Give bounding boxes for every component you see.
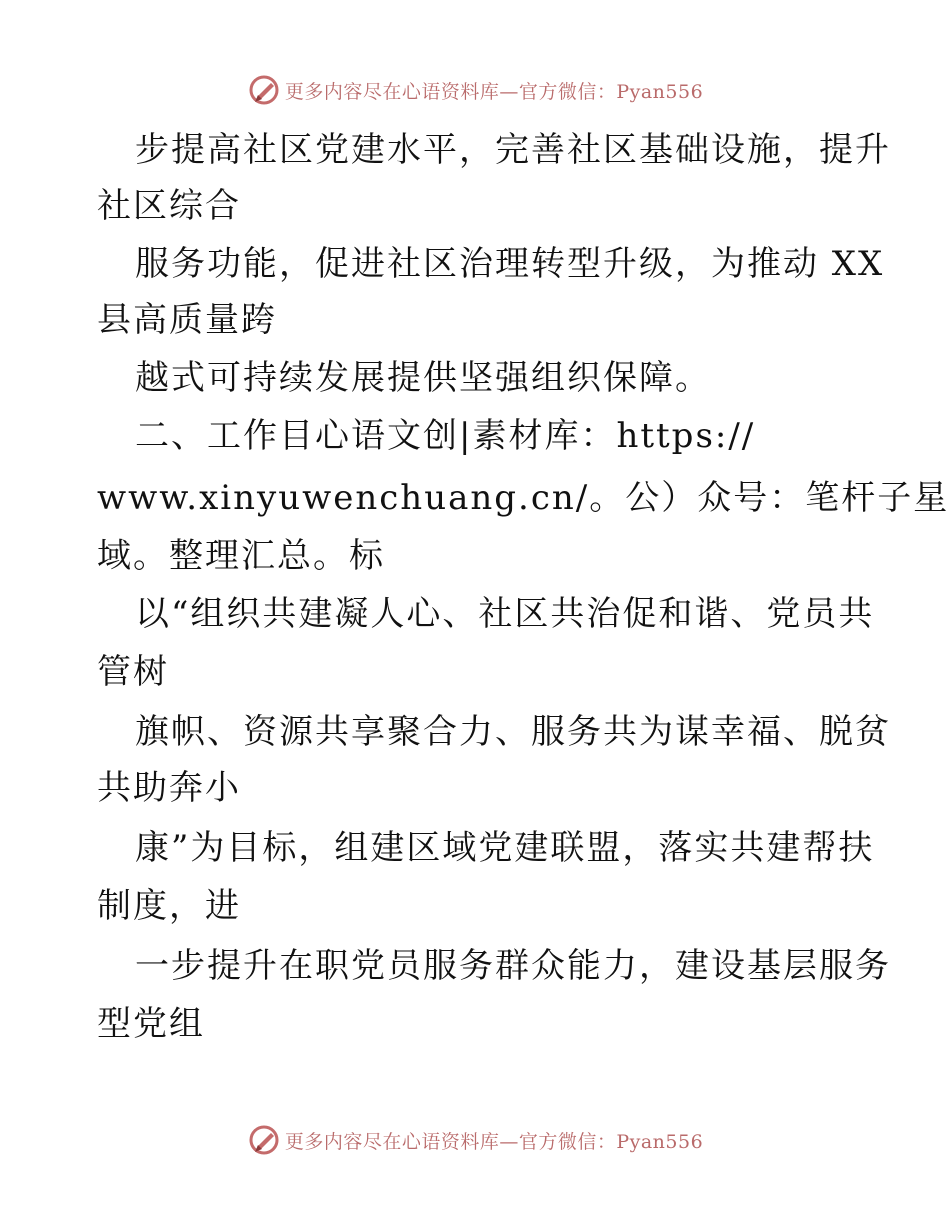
body-line: 服务功能，促进社区治理转型升级，为推动 XX	[135, 244, 885, 284]
body-line: 一步提升在职党员服务群众能力，建设基层服务	[135, 946, 891, 986]
body-line: 型党组	[97, 1004, 205, 1044]
body-line: 越式可持续发展提供坚强组织保障。	[135, 358, 711, 398]
pen-logo-icon	[247, 73, 281, 107]
footer-watermark-text: 更多内容尽在心语资料库—官方微信：Pyan556	[284, 1130, 704, 1153]
pen-logo-icon	[247, 1123, 281, 1157]
body-line: 步提高社区党建水平，完善社区基础设施，提升	[135, 130, 891, 170]
body-line: 管树	[97, 652, 169, 692]
body-line: www.xinyuwenchuang.cn/。公）众号：笔杆子星	[97, 478, 950, 518]
body-line: 共助奔小	[97, 768, 241, 808]
body-line: 域。整理汇总。标	[97, 536, 385, 576]
body-line: 县高质量跨	[97, 300, 277, 340]
footer-watermark-banner	[0, 1120, 950, 1160]
header-watermark-banner	[0, 70, 950, 110]
body-line: 以“组织共建凝人心、社区共治促和谐、党员共	[135, 594, 875, 634]
body-line: 社区综合	[97, 186, 241, 226]
body-line: 康”为目标，组建区域党建联盟，落实共建帮扶	[135, 828, 875, 868]
header-watermark-text: 更多内容尽在心语资料库—官方微信：Pyan556	[284, 80, 704, 103]
body-line: 制度，进	[97, 886, 241, 926]
body-line: 二、工作目心语文创|素材库：https://	[135, 416, 756, 456]
body-line: 旗帜、资源共享聚合力、服务共为谋幸福、脱贫	[135, 712, 891, 752]
